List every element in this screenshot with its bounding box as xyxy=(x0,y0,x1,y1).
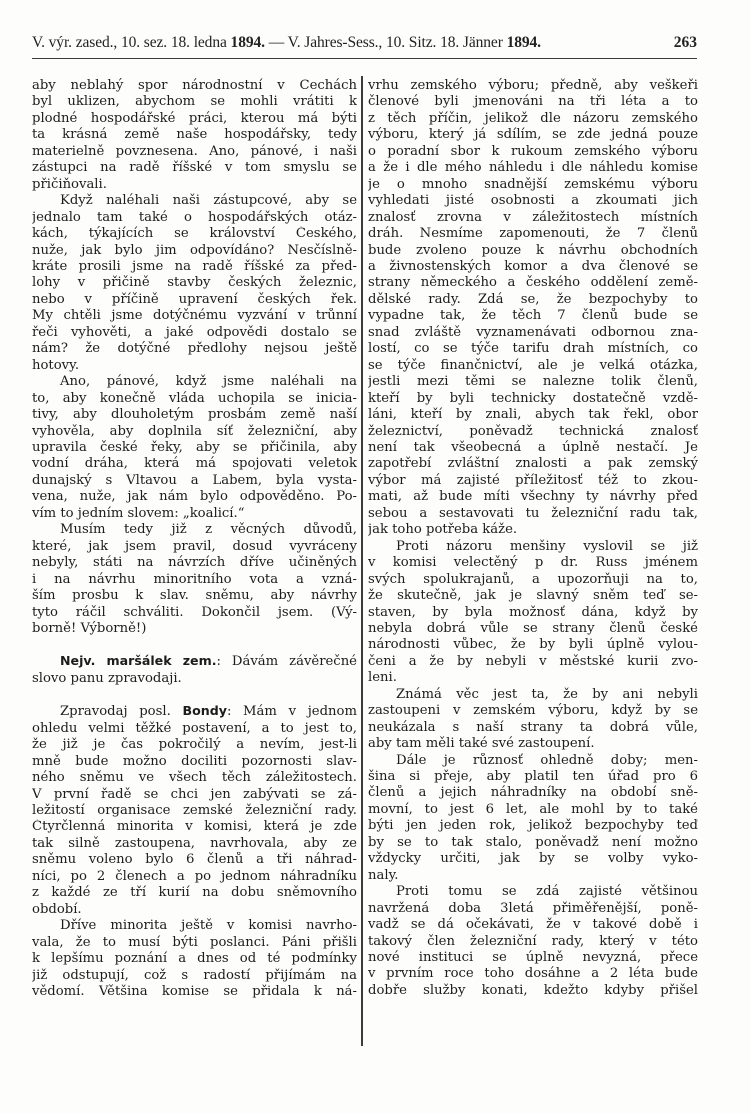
text-line: přičiňovali. xyxy=(32,176,107,192)
speaker-prefix: Zpravodaj posl. xyxy=(60,704,171,720)
text-line: je o mnoho snadnější zemskému výboru xyxy=(368,176,698,192)
header-german-year: 1894. xyxy=(506,34,541,51)
column-divider xyxy=(361,76,363,1046)
text-line: vědomí. Většina komise se přidala k ná- xyxy=(32,984,357,1000)
header-german-text: V. Jahres-Sess., 10. Sitz. 18. Jänner xyxy=(287,34,503,51)
text-line: Známá věc jest ta, že by ani nebyli xyxy=(396,686,698,702)
text-line: výboru, který já sdílím, se zde jedná pouze xyxy=(368,127,698,143)
text-line: čeni a že by nebyli v městské kurii zvo- xyxy=(368,653,698,669)
text-line: mati, až bude míti všechny ty návrhy před xyxy=(368,489,698,505)
text-line: kteří by byli technicky dostatečně vzdě- xyxy=(368,390,698,406)
text-line: vím to jedním slovem: „koalicí.“ xyxy=(32,505,245,521)
text-line: Čtyrčlenná minorita v komisi, která je zde xyxy=(32,819,357,835)
text-line: o poradní sbor k rukoum zemského výboru xyxy=(368,143,698,159)
text-line: vena, nuže, jak nám bylo odpověděno. Po- xyxy=(32,489,357,505)
text-line: vyhověla, aby doplnila síť železniční, aby xyxy=(32,423,357,439)
header-dash: — xyxy=(268,34,285,51)
text-line: jak toho potřeba káže. xyxy=(368,522,518,538)
text-line: svých spolukrajanů, a upozorňuji na to, xyxy=(368,571,698,587)
speaker-text: : Mám v jednom xyxy=(226,704,357,720)
text-line: ného sněmu ve všech těch záležitostech. xyxy=(32,770,357,786)
text-line: aby neblahý spor národnostní v Cechách xyxy=(32,78,357,93)
text-line: dunajský s Vltavou a Labem, byla vysta- xyxy=(32,472,357,488)
text-line: zástupci na radě říšské v tom smyslu se xyxy=(32,160,357,176)
text-line: v prvním roce toho dosáhne a 2 léta bude xyxy=(368,966,698,982)
text-line: že již je čas pokročilý a nevím, jest-li xyxy=(32,737,357,753)
text-line: k lepšímu poznání a dnes od té podmínky xyxy=(32,951,357,967)
text-line: Když naléhali naši zástupcové, aby se xyxy=(60,193,357,209)
text-line: zapotřebí zvláštní znalosti a pak zemský xyxy=(368,456,698,472)
text-line: vypadne tak, že těch 7 členů bude se xyxy=(368,308,698,324)
right-column xyxy=(368,78,698,999)
header-czech xyxy=(32,30,541,58)
text-line: borně! Výborně!) xyxy=(32,620,147,636)
text-line: není tak všeobecná a úplně nestačí. Je xyxy=(368,439,698,455)
text-line: tak silně zastoupena, navrhovala, aby ze xyxy=(32,835,357,851)
text-line: dráh. Nesmíme zapomenouti, že 7 členů xyxy=(368,226,698,242)
text-line: vždycky určiti, jak by se volby vyko- xyxy=(368,851,698,867)
right-column-paragraphs xyxy=(368,78,698,999)
left-column-speech xyxy=(32,721,357,1001)
text-line: vodní dráha, která má spojovati veletok xyxy=(32,456,357,472)
text-line: takový člen železniční rady, který v této xyxy=(368,933,698,949)
text-line: výbor má zajisté příležitosť též to zkou- xyxy=(368,472,698,488)
running-header xyxy=(32,30,697,59)
text-line: řeči vyhověti, a jaké odpovědi dostalo se xyxy=(32,324,357,340)
text-line: Musím tedy již z věcných důvodů, xyxy=(60,522,357,538)
text-line: V první řadě se chci jen zabývati se zá- xyxy=(32,786,357,802)
speaker-line-marshal xyxy=(32,653,357,670)
text-line: nuže, jak bylo jim odpovídáno? Nesčíslně- xyxy=(32,242,357,258)
text-line: znalosť zrovna v záležitostech místních xyxy=(368,209,698,225)
text-line: Dále je různosť ohledně doby; men- xyxy=(396,752,698,768)
text-line: v komisi velectěný p dr. Russ jménem xyxy=(368,555,698,571)
text-line: dělské rady. Zdá se, že bezpochyby to xyxy=(368,291,698,307)
text-line: ta krásná země naše hospodářsky, tedy xyxy=(32,127,357,143)
text-line: Ano, pánové, když jsme naléhali na xyxy=(60,374,357,390)
speaker-text: : Dávám závěrečné xyxy=(216,654,357,670)
text-line: Dříve minorita ještě v komisi navrho- xyxy=(60,918,357,934)
text-line: strany německého a českého oddělení země- xyxy=(368,275,698,291)
text-line: movní, to jest 6 let, ale mohl by to také xyxy=(368,801,698,817)
text-line: byl uklizen, abychom se mohli vrátiti k xyxy=(32,94,357,110)
text-line: šina si přeje, aby platil ten úřad pro 6 xyxy=(368,769,698,785)
text-line: jednalo tam také o hospodářských otáz- xyxy=(32,209,357,225)
text-line: z každé ze tří kurií na dobu sněmovního xyxy=(32,885,357,901)
text-line: mně bude možno dociliti pozornosti slav- xyxy=(32,753,357,769)
left-column xyxy=(32,78,357,1000)
text-line: ohledu velmi těžké postavení, a to jest to, xyxy=(32,720,357,736)
text-line: sebou a sestavovati tu železniční radu tak, xyxy=(368,505,698,521)
speaker-name: Bondy xyxy=(182,703,227,719)
text-line: vala, že to musí býti poslanci. Páni přišli xyxy=(32,934,357,950)
text-line: My chtěli jsme dotýčnému vyzvání v trůnní xyxy=(32,308,357,324)
header-czech-text: V. výr. zased., 10. sez. 18. ledna xyxy=(32,34,227,51)
text-line: navržená doba 3letá přiměřenější, poně- xyxy=(368,900,698,916)
text-line: upravila české řeky, aby se přičinila, aby xyxy=(32,439,357,455)
text-line: a že i dle mého náhledu i dle náhledu komise xyxy=(368,160,698,176)
text-line: a živnostenských komor a dva členové se xyxy=(368,258,698,274)
text-line: býti jen jeden rok, jelikož bezpochyby teď xyxy=(368,818,698,834)
text-line: lostí, co se týče tarifu drah místních, co xyxy=(368,341,698,357)
text-line: vyhledati jisté osobnosti a zkoumati jich xyxy=(368,193,698,209)
text-line: období. xyxy=(32,901,82,917)
text-line: členové byli jmenováni na tři léta a to xyxy=(368,94,698,110)
text-line: Proti názoru menšiny vyslovil se již xyxy=(396,538,698,554)
speaker-line-reporter xyxy=(32,703,357,720)
left-column-paragraphs xyxy=(32,78,357,637)
text-line: národnosti vůbec, že by byli úplně vylou- xyxy=(368,637,698,653)
text-line: zastoupeni v zemském výboru, když by se xyxy=(368,703,698,719)
text-line: kách, týkajících se království Českého, xyxy=(32,226,357,242)
text-line: jestli mezi těmi se nalezne tolik členů, xyxy=(368,374,698,390)
speaker-name: Nejv. maršálek zem. xyxy=(60,653,217,669)
text-line: plodné hospodářské práci, kterou má býti xyxy=(32,110,357,126)
text-line: dobře služby konati, kdežto kdyby přišel xyxy=(368,982,698,998)
text-line: naly. xyxy=(368,867,399,883)
text-line: ším prosbu k slav. sněmu, aby návrhy xyxy=(32,588,357,604)
text-line: by se to tak stalo, poněvadž není možno xyxy=(368,834,698,850)
header-czech-year: 1894. xyxy=(230,34,265,51)
text-line: láni, kteří by znali, abych tak řekl, obor xyxy=(368,407,698,423)
text-line: neukázala s naší strany ta dobrá vůle, xyxy=(368,719,698,735)
text-line: nové instituci se úplně nevyzná, přece xyxy=(368,950,698,966)
text-line: níci, po 2 členech a po jednom náhradníku xyxy=(32,868,357,884)
text-line: aby tam měli také své zastoupení. xyxy=(368,736,595,752)
text-line: již odstupují, což s radostí přijímám na xyxy=(32,967,357,983)
page-number: 263 xyxy=(673,34,697,51)
text-line: vrhu zemského výboru; předně, aby veškeři xyxy=(368,78,698,93)
speaker-line-marshal-cont: slovo panu zpravodaji. xyxy=(32,670,182,686)
text-line: železnictví, poněvadž technická znalosť xyxy=(368,423,698,439)
text-line: členů a jejich náhradníky na období sně- xyxy=(368,785,698,801)
text-line: že skutečně, jak je slavný sněm teď se- xyxy=(368,588,698,604)
text-line: se týče finančnictví, ale je velká otázka, xyxy=(368,357,698,373)
text-line: nebyly, státi na návrzích dříve učiněných xyxy=(32,555,357,571)
text-line: materielně povznesena. Ano, pánové, i naši xyxy=(32,143,357,159)
text-line: nebo v příčině upravení českých řek. xyxy=(32,291,357,307)
text-line: tivy, aby dlouholetým prosbám země naší xyxy=(32,407,357,423)
text-line: ležitostí organisace zemské železniční rady. xyxy=(32,803,357,819)
text-line: bude zvoleno pouze k návrhu obchodních xyxy=(368,242,698,258)
text-line: lohy v přičině stavby českých železnic, xyxy=(32,275,357,291)
text-line: hotovy. xyxy=(32,357,80,373)
text-line: z těch příčin, jelikož dle názoru zemského xyxy=(368,110,698,126)
text-line: Proti tomu se zdá zajisté většinou xyxy=(396,884,698,900)
text-line: které, jak jsem pravil, dosud vyvráceny xyxy=(32,538,357,554)
text-line: tyto ráčil schváliti. Dokončil jsem. (Vý- xyxy=(32,604,357,620)
text-line: i na návrhu minoritního vota a vzná- xyxy=(32,571,357,587)
text-line: nám? že dotýčné předlohy nejsou ještě xyxy=(32,341,357,357)
text-line: kráte prosili jsme na radě říšské za před- xyxy=(32,258,357,274)
text-line: snad zvláště vyznamenávati odbornou zna- xyxy=(368,324,698,340)
text-line: nebyla dobrá vůle se strany členů české xyxy=(368,620,698,636)
text-line: to, aby konečně vláda uchopila se inicia- xyxy=(32,390,357,406)
text-line: staven, by byla možnosť dána, když by xyxy=(368,604,698,620)
text-line: leni. xyxy=(368,670,397,686)
text-line: vadž se dá očekávati, že v takové době i xyxy=(368,917,698,933)
text-line: sněmu voleno bylo 6 členů a tři náhrad- xyxy=(32,852,357,868)
